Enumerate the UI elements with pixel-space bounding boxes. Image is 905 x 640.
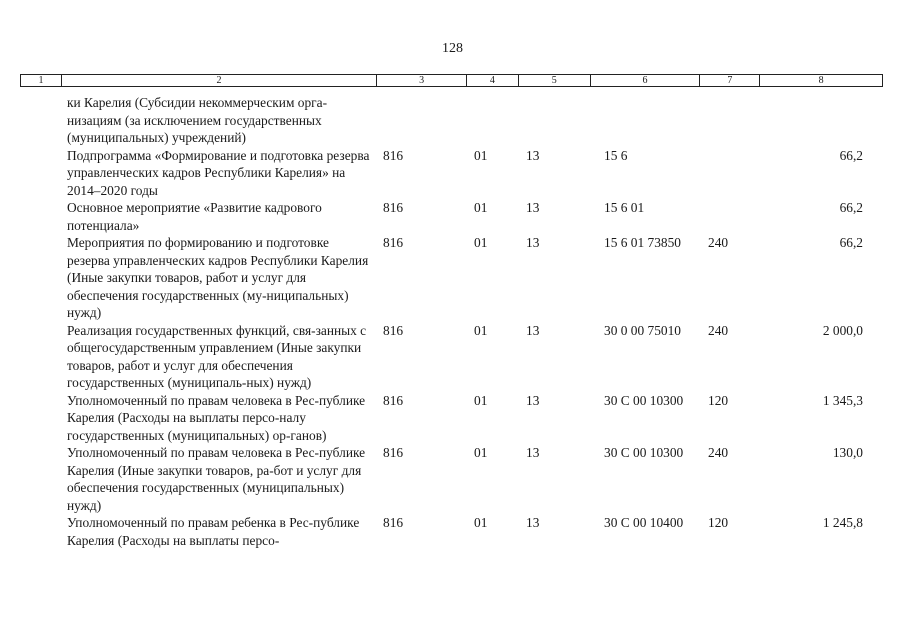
subsection-code: 13 <box>526 235 540 250</box>
column-header-6: 6 <box>591 75 701 86</box>
amount: 1 245,8 <box>822 515 863 530</box>
expense-type-code: 240 <box>708 235 729 250</box>
amount: 1 345,3 <box>822 392 863 408</box>
ministry-code: 816 <box>383 147 404 163</box>
expense-type-code: 120 <box>708 515 729 530</box>
table-row <box>0 94 905 147</box>
column-header-4: 4 <box>467 75 519 86</box>
subsection-code: 13 <box>526 200 540 215</box>
target-article-code: 30 С 00 10300 <box>604 445 684 460</box>
subsection-code: 13 <box>526 445 540 460</box>
expense-name: Уполномоченный по правам человека в Рес-публике Карелия (Иные закупки товаров, ра-бот и услуг для обеспечения государственных (муниципальных) нужд) <box>67 445 366 513</box>
budget-table-body <box>0 94 905 549</box>
table-row <box>0 322 905 392</box>
column-header-1: 1 <box>21 75 62 86</box>
column-header-7: 7 <box>700 75 760 86</box>
expense-type-code: 240 <box>708 445 729 460</box>
table-row <box>0 514 905 549</box>
table-row <box>0 444 905 514</box>
table-row <box>0 392 905 445</box>
table-row <box>0 234 905 322</box>
ministry-code: 816 <box>383 392 404 408</box>
ministry-code: 816 <box>383 235 404 250</box>
amount: 66,2 <box>839 235 863 250</box>
subsection-code: 13 <box>526 392 540 408</box>
section-code: 01 <box>474 235 488 250</box>
page-number: 128 <box>442 41 463 56</box>
expense-type-code: 120 <box>708 392 729 408</box>
subsection-code: 13 <box>526 322 540 338</box>
expense-name: Основное мероприятие «Развитие кадрового потенциала» <box>67 200 322 233</box>
section-code: 01 <box>474 147 488 163</box>
subsection-code: 13 <box>526 147 540 163</box>
expense-name: Уполномоченный по правам человека в Рес-публике Карелия (Расходы на выплаты персо-налу государственных (муниципальных) ор-ганов) <box>67 392 366 443</box>
ministry-code: 816 <box>383 322 404 338</box>
ministry-code: 816 <box>383 200 404 215</box>
column-header-3: 3 <box>377 75 467 86</box>
target-article-code: 15 6 <box>604 147 628 163</box>
expense-name: Уполномоченный по правам ребенка в Рес-публике Карелия (Расходы на выплаты персо- <box>67 515 360 548</box>
subsection-code: 13 <box>526 515 540 530</box>
section-code: 01 <box>474 445 488 460</box>
expense-type-code: 240 <box>708 322 729 338</box>
target-article-code: 30 С 00 10300 <box>604 392 684 408</box>
section-code: 01 <box>474 322 488 338</box>
expense-name: Подпрограмма «Формирование и подготовка резерва управленческих кадров Республики Карелия» на 2014–2020 годы <box>67 147 370 198</box>
section-code: 01 <box>474 515 488 530</box>
target-article-code: 15 6 01 <box>604 200 645 215</box>
column-header-5: 5 <box>519 75 591 86</box>
amount: 2 000,0 <box>822 322 863 338</box>
target-article-code: 30 С 00 10400 <box>604 515 684 530</box>
ministry-code: 816 <box>383 515 404 530</box>
expense-name: ки Карелия (Субсидии некоммерческим орга-низациям (за исключением государственных (муниципальных) учреждений) <box>67 95 328 145</box>
amount: 130,0 <box>832 445 863 460</box>
section-code: 01 <box>474 200 488 215</box>
table-row <box>0 199 905 234</box>
ministry-code: 816 <box>383 445 404 460</box>
section-code: 01 <box>474 392 488 408</box>
target-article-code: 15 6 01 73850 <box>604 235 681 250</box>
column-header-2: 2 <box>62 75 377 86</box>
amount: 66,2 <box>839 200 863 215</box>
expense-name: Реализация государственных функций, свя-занных с общегосударственным управлением (Иные закупки товаров, работ и услуг для обеспечения государственных (муниципаль-ных) нужд) <box>67 322 367 390</box>
amount: 66,2 <box>839 147 863 163</box>
target-article-code: 30 0 00 75010 <box>604 322 681 338</box>
table-row <box>0 147 905 200</box>
expense-name: Мероприятия по формированию и подготовке резерва управленческих кадров Республики Карелия (Иные закупки товаров, работ и услуг для обеспечения государственных (му-ниципальных) нужд) <box>67 235 369 320</box>
column-header-8: 8 <box>818 75 824 86</box>
table-header-row <box>20 74 883 87</box>
